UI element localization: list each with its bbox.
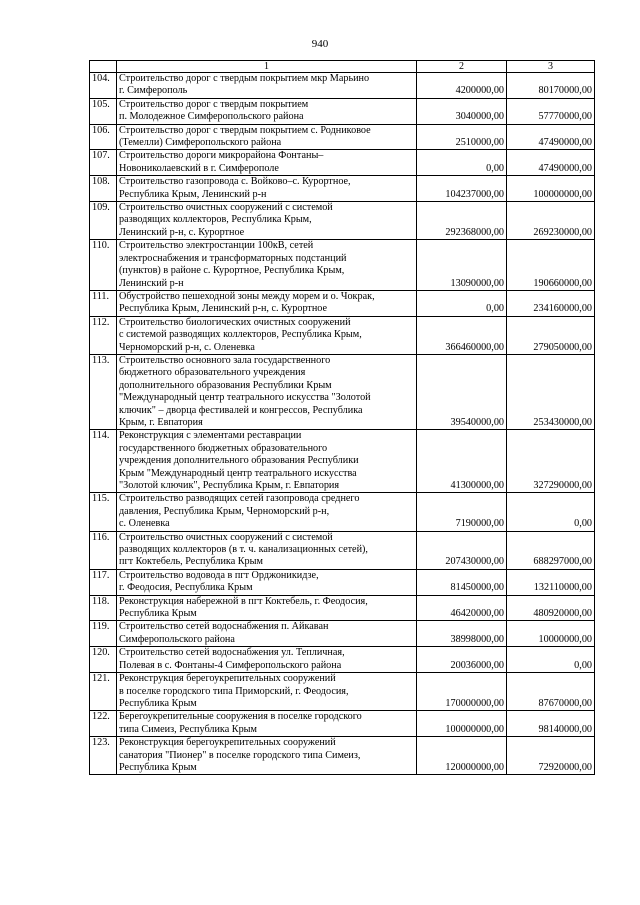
table-row [90, 316, 595, 354]
row-number-cell: 118. [90, 595, 117, 621]
row-description-cell: Строительство водовода в пгт Орджоникидзе, г. Феодосия, Республика Крым [117, 569, 417, 595]
row-number-cell: 104. [90, 73, 117, 99]
row-description-cell: Строительство сетей водоснабжения ул. Тепличная, Полевая в с. Фонтаны-4 Симферопольского района [117, 647, 417, 673]
row-value-col2-cell: 0,00 [417, 150, 507, 176]
row-value-col2-cell: 170000000,00 [417, 673, 507, 711]
row-value-col2-cell: 104237000,00 [417, 176, 507, 202]
row-number-cell: 105. [90, 98, 117, 124]
row-number-cell: 110. [90, 240, 117, 291]
table-row [90, 202, 595, 240]
header-cell-3: 3 [507, 61, 595, 73]
row-value-col2-cell: 100000000,00 [417, 711, 507, 737]
row-value-col3-cell: 80170000,00 [507, 73, 595, 99]
row-number-cell: 122. [90, 711, 117, 737]
row-value-col3-cell: 98140000,00 [507, 711, 595, 737]
row-value-col3-cell: 0,00 [507, 647, 595, 673]
row-value-col2-cell: 38998000,00 [417, 621, 507, 647]
row-value-col2-cell: 366460000,00 [417, 316, 507, 354]
row-number-cell: 121. [90, 673, 117, 711]
table-row [90, 621, 595, 647]
row-value-col3-cell: 47490000,00 [507, 150, 595, 176]
row-value-col3-cell: 0,00 [507, 493, 595, 531]
row-number-cell: 109. [90, 202, 117, 240]
table-row [90, 737, 595, 775]
row-description-cell: Реконструкция с элементами реставрации государственного бюджетных образовательного учреждения дополнительного образования Республики Крым "Международный центр театрального искусства "Золотой ключик", Республика Крым, г. Евпатория [117, 430, 417, 493]
row-description-cell: Строительство дорог с твердым покрытием мкр Марьино г. Симферополь [117, 73, 417, 99]
row-value-col3-cell: 132110000,00 [507, 569, 595, 595]
row-value-col2-cell: 292368000,00 [417, 202, 507, 240]
row-value-col2-cell: 20036000,00 [417, 647, 507, 673]
row-value-col3-cell: 10000000,00 [507, 621, 595, 647]
row-value-col2-cell: 81450000,00 [417, 569, 507, 595]
row-value-col3-cell: 234160000,00 [507, 290, 595, 316]
row-value-col2-cell: 46420000,00 [417, 595, 507, 621]
table-header-row [90, 61, 595, 73]
row-value-col2-cell: 39540000,00 [417, 354, 507, 429]
table-row [90, 430, 595, 493]
row-number-cell: 115. [90, 493, 117, 531]
row-description-cell: Строительство очистных сооружений с системой разводящих коллекторов (в т. ч. канализационных сетей), пгт Коктебель, Республика Крым [117, 531, 417, 569]
row-value-col3-cell: 327290000,00 [507, 430, 595, 493]
row-value-col2-cell: 0,00 [417, 290, 507, 316]
row-value-col3-cell: 688297000,00 [507, 531, 595, 569]
row-value-col2-cell: 7190000,00 [417, 493, 507, 531]
row-number-cell: 116. [90, 531, 117, 569]
row-number-cell: 112. [90, 316, 117, 354]
row-value-col2-cell: 4200000,00 [417, 73, 507, 99]
table-row [90, 73, 595, 99]
row-value-col3-cell: 47490000,00 [507, 124, 595, 150]
table-row [90, 531, 595, 569]
row-description-cell: Строительство электростанции 100кВ, сетей электроснабжения и трансформаторных подстанций (пунктов) в районе с. Курортное, Республика Крым, Ленинский р-н [117, 240, 417, 291]
row-description-cell: Строительство биологических очистных сооружений с системой разводящих коллекторов, Республика Крым, Черноморский р-н, с. Оленевка [117, 316, 417, 354]
row-description-cell: Строительство газопровода с. Войково–с. Курортное, Республика Крым, Ленинский р-н [117, 176, 417, 202]
row-number-cell: 108. [90, 176, 117, 202]
row-description-cell: Реконструкция набережной в пгт Коктебель, г. Феодосия, Республика Крым [117, 595, 417, 621]
row-value-col2-cell: 3040000,00 [417, 98, 507, 124]
row-description-cell: Строительство разводящих сетей газопровода среднего давления, Республика Крым, Черноморский р-н, с. Оленевка [117, 493, 417, 531]
row-value-col3-cell: 279050000,00 [507, 316, 595, 354]
table-row [90, 240, 595, 291]
row-number-cell: 113. [90, 354, 117, 429]
row-value-col3-cell: 269230000,00 [507, 202, 595, 240]
row-value-col2-cell: 207430000,00 [417, 531, 507, 569]
row-description-cell: Строительство очистных сооружений с системой разводящих коллекторов, Республика Крым, Ленинский р-н, с. Курортное [117, 202, 417, 240]
row-number-cell: 119. [90, 621, 117, 647]
row-number-cell: 114. [90, 430, 117, 493]
row-value-col2-cell: 13090000,00 [417, 240, 507, 291]
table-row [90, 354, 595, 429]
row-description-cell: Строительство дорог с твердым покрытием с. Родниковое (Темелли) Симферопольского района [117, 124, 417, 150]
row-value-col3-cell: 57770000,00 [507, 98, 595, 124]
row-value-col2-cell: 41300000,00 [417, 430, 507, 493]
row-value-col3-cell: 72920000,00 [507, 737, 595, 775]
page-number: 940 [311, 38, 329, 50]
row-value-col2-cell: 2510000,00 [417, 124, 507, 150]
row-value-col3-cell: 190660000,00 [507, 240, 595, 291]
row-description-cell: Берегоукрепительные сооружения в поселке городского типа Симеиз, Республика Крым [117, 711, 417, 737]
table-row [90, 290, 595, 316]
row-description-cell: Строительство основного зала государственного бюджетного образовательного учреждения дополнительного образования Республики Крым "Международный центр театрального искусства "Золотой ключик" – дворца фестивалей и конгрессов, Республика Крым, г. Евпатория [117, 354, 417, 429]
document-table [89, 60, 595, 775]
table-row [90, 595, 595, 621]
row-description-cell: Реконструкция берегоукрепительных сооружений в поселке городского типа Приморский, г. Феодосия, Республика Крым [117, 673, 417, 711]
row-description-cell: Строительство сетей водоснабжения п. Айкаван Симферопольского района [117, 621, 417, 647]
row-value-col3-cell: 253430000,00 [507, 354, 595, 429]
table-row [90, 711, 595, 737]
header-cell-2: 2 [417, 61, 507, 73]
row-number-cell: 120. [90, 647, 117, 673]
table-row [90, 150, 595, 176]
table-row [90, 98, 595, 124]
row-value-col3-cell: 480920000,00 [507, 595, 595, 621]
row-description-cell: Строительство дороги микрорайона Фонтаны– Новониколаевский в г. Симферополе [117, 150, 417, 176]
row-number-cell: 107. [90, 150, 117, 176]
table-body [90, 61, 595, 775]
table-row [90, 493, 595, 531]
row-number-cell: 106. [90, 124, 117, 150]
row-value-col3-cell: 87670000,00 [507, 673, 595, 711]
table-row [90, 673, 595, 711]
row-number-cell: 117. [90, 569, 117, 595]
row-value-col3-cell: 100000000,00 [507, 176, 595, 202]
row-description-cell: Строительство дорог с твердым покрытием п. Молодежное Симферопольского района [117, 98, 417, 124]
table-row [90, 647, 595, 673]
row-number-cell: 111. [90, 290, 117, 316]
header-cell-num [90, 61, 117, 73]
table-row [90, 176, 595, 202]
header-cell-1: 1 [117, 61, 417, 73]
row-number-cell: 123. [90, 737, 117, 775]
table-row [90, 124, 595, 150]
table-row [90, 569, 595, 595]
row-value-col2-cell: 120000000,00 [417, 737, 507, 775]
row-description-cell: Обустройство пешеходной зоны между морем и о. Чокрак, Республика Крым, Ленинский р-н, с. Курортное [117, 290, 417, 316]
row-description-cell: Реконструкция берегоукрепительных сооружений санатория "Пионер" в поселке городского типа Симеиз, Республика Крым [117, 737, 417, 775]
